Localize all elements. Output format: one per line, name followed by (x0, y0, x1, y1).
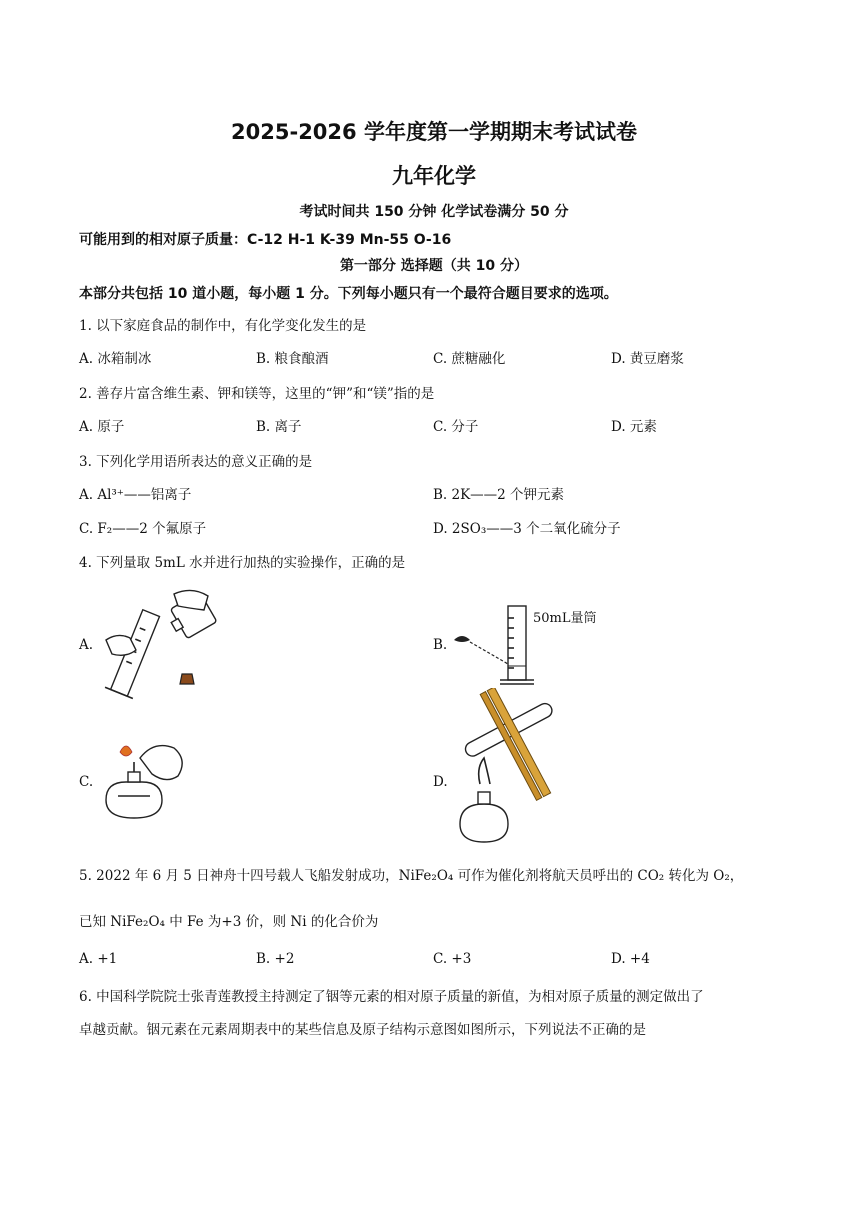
q1-option-d: D. 黄豆磨浆 (611, 351, 684, 367)
question-4-stem: 4. 下列量取 5mL 水并进行加热的实验操作，正确的是 (79, 555, 406, 571)
heating-tube-figure (450, 688, 560, 848)
q5-option-b: B. +2 (256, 951, 295, 967)
question-3-stem: 3. 下列化学用语所表达的意义正确的是 (79, 454, 313, 470)
atomic-masses: 可能用到的相对原子质量：C-12 H-1 K-39 Mn-55 O-16 (79, 232, 452, 248)
q3-option-c: C. F₂——2 个氟原子 (79, 521, 207, 537)
q3-option-b: B. 2K——2 个钾元素 (433, 487, 565, 503)
lighting-lamp-figure (96, 738, 196, 828)
subject-title: 九年化学 (392, 164, 476, 188)
q1-option-a: A. 冰箱制冰 (79, 351, 152, 367)
q5-option-d: D. +4 (611, 951, 650, 967)
q3-option-d: D. 2SO₃——3 个二氧化硫分子 (433, 521, 621, 537)
q1-option-c: C. 蔗糖融化 (433, 351, 506, 367)
question-5-stem-line1: 5. 2022 年 6 月 5 日神舟十四号载人飞船发射成功，NiFe₂O₄ 可作为催化剂将航天员呼出的 CO₂ 转化为 O₂， (79, 868, 744, 884)
question-1-stem: 1. 以下家庭食品的制作中，有化学变化发生的是 (79, 318, 367, 334)
q4-option-b: B. (433, 637, 448, 653)
question-5-stem-line2: 已知 NiFe₂O₄ 中 Fe 为+3 价，则 Ni 的化合价为 (79, 914, 379, 930)
question-2-stem: 2. 善存片富含维生素、钾和镁等，这里的“钾”和“镁”指的是 (79, 386, 435, 402)
q3-option-a: A. Al³⁺——铝离子 (79, 487, 192, 503)
pouring-water-figure (96, 588, 226, 708)
exam-title: 2025-2026 学年度第一学期期末考试试卷 (231, 120, 637, 144)
q4-option-d: D. (433, 774, 448, 790)
exam-info: 考试时间共 150 分钟 化学试卷满分 50 分 (299, 204, 569, 220)
question-6-stem-line1: 6. 中国科学院院士张青莲教授主持测定了铟等元素的相对原子质量的新值，为相对原子质量的测定做出了 (79, 989, 704, 1005)
question-6-stem-line2: 卓越贡献。铟元素在元素周期表中的某些信息及原子结构示意图如图所示，下列说法不正确的是 (79, 1022, 646, 1038)
q2-option-c: C. 分子 (433, 419, 479, 435)
q2-option-a: A. 原子 (79, 419, 125, 435)
instructions: 本部分共包括 10 道小题，每小题 1 分。下列每小题只有一个最符合题目要求的选项。 (79, 286, 618, 302)
q1-option-b: B. 粮食酿酒 (256, 351, 329, 367)
q2-option-d: D. 元素 (611, 419, 657, 435)
q4-option-c: C. (79, 774, 94, 790)
q4-option-a: A. (79, 637, 94, 653)
part-title: 第一部分 选择题（共 10 分） (339, 258, 529, 274)
q2-option-b: B. 离子 (256, 419, 302, 435)
q5-option-a: A. +1 (79, 951, 118, 967)
q5-option-c: C. +3 (433, 951, 472, 967)
cylinder-label: 50mL量筒 (533, 611, 597, 626)
